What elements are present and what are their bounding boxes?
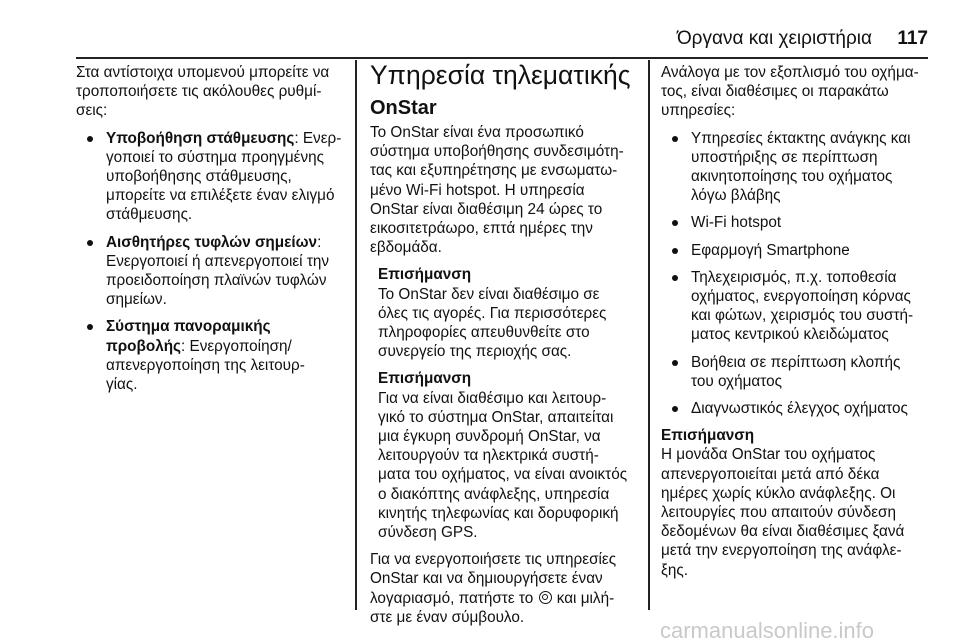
settings-list [76,129,350,395]
note-body: Η μονάδα OnStar του οχήματος απενεργοποιείται μετά από δέκα ημέρες χωρίς κύκλο ανάφλεξης. Οι λειτουργίες που απαιτούν σύνδεση δεδομένων θα είναι διαθέσιμες ξανά μετά την ενεργοποίηση της ανάφλε- ξης. [661,446,905,579]
item-description: : Ενερ- γοποιεί το σύστημα προηγμένης υποβοήθησης στάθμευσης, μπορείτε να επιλέξετε έναν ελιγμό στάθμευσης. [106,129,342,224]
list-item [661,353,931,391]
item-description: : Ενεργοποίηση/ απενεργοποίηση της λειτουρ- γίας. [106,337,305,394]
list-item [661,268,931,345]
note-title: Επισήμανση [378,266,472,284]
instruction-text-start: Για να ενεργοποιήσετε τις υπηρεσίες OnStar και να δημιουργήσετε έναν λογαριασμό, πατήστε το [370,551,617,607]
bullet-icon [672,275,678,281]
note-body: Το OnStar δεν είναι διαθέσιμο σε όλες τις αγορές. Για περισσότερες πληροφορίες απευθυνθείτε στο συνεργείο της περιοχής σας. [378,285,607,361]
header-divider [76,57,928,59]
bullet-icon [672,220,678,226]
bullet-icon [87,324,93,330]
list-item [661,213,931,232]
note-requirements [370,369,642,542]
column-divider-left [355,60,357,610]
section-subheading: OnStar [370,97,437,119]
note-title: Επισήμανση [378,370,472,388]
bullet-icon [87,136,93,142]
service-text: Βοήθεια σε περίπτωση κλοπής του οχήματος [691,353,901,390]
column-divider-right [648,60,650,610]
item-term: Υποβοήθηση στάθμευσης [106,129,295,147]
item-description: : Ενεργοποιεί ή απενεργοποιεί την προειδοποίηση πλαϊνών τυφλών σημείων. [106,233,330,309]
onstar-description: Το OnStar είναι ένα προσωπικό σύστημα υποβοήθησης συνδεσιμότη- τας και εξυπηρέτησης με ενσωματω- μένο Wi-Fi hotspot. Η υπηρεσία OnStar είναι διαθέσιμη 24 ώρες το εικοσιτετράωρο, επτά ημέρες την εβδομάδα. [370,124,624,257]
bullet-icon [672,248,678,254]
note-title: Επισήμανση [661,427,755,445]
note-body: Για να είναι διαθέσιμο και λειτουρ- γικό το σύστημα OnStar, απαιτείται μια έγκυρη συνδρομή OnStar, να λειτουργούν τα ηλεκτρικά συστή- ματα του οχήματος, να είναι ανοικτός ο διακόπτης ανάφλεξης, υπηρεσία κινητής τηλεφωνίας και δορυφορική σύνδεση GPS. [378,389,628,542]
service-text: Διαγνωστικός έλεγχος οχήματος [691,400,908,418]
column-right [661,63,931,588]
bullet-icon [672,136,678,142]
list-item [661,399,931,418]
list-item [661,129,931,206]
settings-intro: Στα αντίστοιχα υπομενού μπορείτε να τροποποιήσετε τις ακόλουθες ρυθμί- σεις: [76,64,330,120]
onstar-button-icon [539,591,552,604]
item-term: Αισθητήρες τυφλών σημείων [106,233,318,251]
section-heading: Υπηρεσία τηλεματικής [370,60,631,90]
bullet-icon [87,240,93,246]
watermark: carmanualsonline.info [660,618,875,643]
list-item [76,233,350,310]
activation-instructions [370,550,642,627]
instruction-text-end: και μιλή- στε με έναν σύμβουλο. [370,589,615,626]
service-text: Wi-Fi hotspot [691,214,782,232]
service-text: Εφαρμογή Smartphone [691,241,850,259]
list-item [661,241,931,260]
note-deactivation [661,426,931,580]
column-left [76,63,350,402]
column-middle [370,60,642,635]
page-header [0,28,960,50]
list-item [76,129,350,225]
item-term: Σύστημα πανοραμικής προβολής [106,318,271,355]
bullet-icon [672,406,678,412]
header-title: Όργανα και χειριστήρια [676,28,872,49]
service-text: Υπηρεσίες έκτακτης ανάγκης και υποστήριξης σε περίπτωση ακινητοποίησης του οχήματος λόγω βλάβης [691,129,911,205]
page-number: 117 [897,28,928,49]
note-availability [370,265,642,361]
list-item [76,317,350,394]
bullet-icon [672,360,678,366]
services-list [661,129,931,419]
services-intro: Ανάλογα με τον εξοπλισμό του οχήμα- τος, είναι διαθέσιμες οι παρακάτω υπηρεσίες: [661,64,919,120]
service-text: Τηλεχειρισμός, π.χ. τοποθεσία οχήματος, ενεργοποίηση κόρνας και φώτων, χειρισμός του συστή- ματος κεντρικού κλειδώματος [691,268,914,344]
